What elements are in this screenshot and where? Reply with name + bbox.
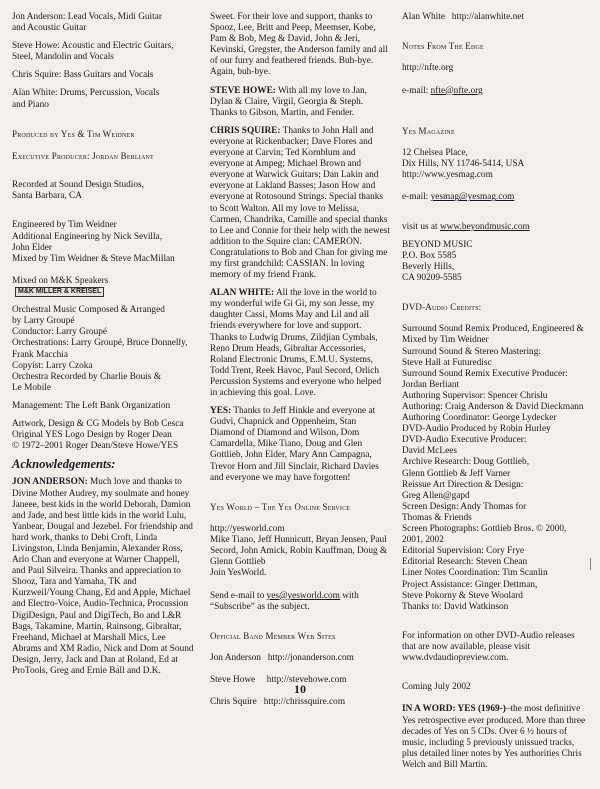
mk-logo: M&K MILLER & KREISEL [15, 287, 104, 297]
send-email-post: with “Subscribe” as the subject. [210, 590, 359, 612]
ack-yes-text: Thanks to Jeff Hinkle and everyone at Gudvi, Chapnick and Oppenheim, Stan Diamond of Diamond and Wilson, Dom Camardella, Mike Tiano, Doug and Glen Gottlieb, John Elder, Mary Ann Campagna, Trevor Horn and Jill Sinclair, Richard Davies and everyone we may have forgotten! [210, 406, 379, 483]
visit-us [402, 222, 588, 233]
inaword-text: –the most definitive Yes retrospective ever produced. More than three decades of Yes on 5 CDs. Over 6 ½ hours of music, including 5 previously unissued tracks, plus detailed liner notes by Yes authorities Chris Welch and Bill Martin. [402, 704, 586, 770]
dvd-credits-block [402, 291, 588, 624]
nfte-email-link[interactable]: nfte@nfte.org [430, 85, 483, 96]
ack-chris-text: Thanks to John Hall and everyone at Rickenbacker; Dave Flores and everyone at Carvin; Ted Kornblum and everyone at Ampeg; Michael Brown and everyone at Warwick Guitars; Dan Lakin and everyone at Lakland Basses; Jason How and everyone at Rotosound Strings. Special thanks to Scott Walton. All my love to Melissa, Carmen, Chandrika, Camille and special thanks to Lee and Connie for their help with the newest addition to the Squire clan: CAMERON. Congratulations to Bob and Chan for giving me my first grandchild: CASSIAN. In loving memory of my friend Frank. [210, 125, 390, 281]
dvd-info: For information on other DVD-Audio releases that are now available, please visit www.dvdaudiopreview.com. [402, 630, 575, 664]
beyond-music-address: BEYOND MUSIC P.O. Box 5585 Beverly Hills, CA 90209-5585 [402, 239, 473, 283]
visit-pre: visit us at [402, 221, 440, 232]
ack-steve [210, 86, 390, 119]
coming-date: Coming July 2002 [402, 682, 471, 693]
column-right [402, 12, 588, 789]
mixed-on-speakers: Mixed on M&K Speakers [12, 275, 109, 286]
ack-yes-lead: YES: [210, 406, 232, 417]
ack-jon [12, 477, 194, 677]
yesworld-body: http://yesworld.com Mike Tiano, Jeff Hunnicutt, Bryan Jensen, Paul Secord, John Amick, Robin Kauffman, Doug & Glenn Gottlieb Join YesWorld. [210, 524, 388, 579]
inaword-lead: IN A WORD: YES (1969-) [402, 704, 506, 715]
produced-by: Produced by Yes & Tim Weidner [12, 128, 135, 139]
credit-chris: Chris Squire: Bass Guitars and Vocals [12, 70, 154, 81]
nfte-url-link[interactable]: http://nfte.org [402, 63, 454, 74]
producer-block [12, 118, 194, 173]
ack-yes [210, 406, 390, 484]
yesworld-block [210, 491, 390, 613]
yesmag-address: 12 Chelsea Place, Dix Hills, NY 11746-5414, USA http://www.yesmag.com [402, 148, 525, 181]
engineering-block [12, 209, 194, 298]
acknowledgements-heading: Acknowledgements: [12, 457, 116, 472]
yesworld-email-link[interactable]: yes@yesworld.com [266, 590, 340, 601]
margin-mark [590, 558, 594, 570]
credit-alan: Alan White: Drums, Percussion, Vocals and Piano [12, 88, 160, 110]
dvd-credits-body: Surround Sound Remix Produced, Engineered & Mixed by Tim Weidner Surround Sound & Stereo Mastering: Steve Hall at Futuredisc Surround Sound Remix Executive Producer: Jordan Berliant Authoring Supervisor: Spencer Chrislu Authoring: Craig Anderson & David Dieckmann Authoring Coordinator: George Lydecker DVD-Audio Produced by Robin Hurley DVD-Audio Executive Producer: David McLees Archive Research: Doug Gottlieb, Glenn Gottlieb & Jeff Varner Reissue Art Direction & Design: Greg Allen@gapd Screen Design: Andy Thomas for Thomas & Friends Screen Photographs: Gottlieb Bros. © 2000, 2001, 2002 Editorial Supervision: Cory Frye Editorial Research: Steven Chean Liner Notes Coordination: Tim Scanlin Project Assistance: Ginger Dettman, Steve Pokorny & Steve Woolard Thanks to: David Watkinson [402, 324, 584, 612]
beyondmusic-link[interactable]: www.beyondmusic.com [439, 221, 530, 232]
ack-alan-lead: ALAN WHITE: [210, 288, 275, 299]
ack-jon-lead: JON ANDERSON: [12, 477, 88, 488]
official-sites-block [210, 620, 390, 720]
recorded-at: Recorded at Sound Design Studios, Santa Barbara, CA [12, 180, 144, 202]
engineering-text: Engineered by Tim Weidner Additional Engineering by Nick Sevilla, John Elder Mixed by Tim Weidner & Steve MacMillan [12, 220, 175, 264]
site-steve-link[interactable]: Steve Howe http://stevehowe.com [210, 675, 347, 686]
ack-alan [210, 288, 390, 399]
ack-jon-text: Much love and thanks to Divine Mother Audrey, my soulmate and honey Janeee, best kids in the world Deborah, Damion and Jade, and best little kids in the world Lulu, Yanbear, Dougal and Jezebel. For friendship and hard work, thanks to Debi Croft, Linda Livingston, Linda Benjamin, Alexander Ross, Arlo Chan and everyone at Warner Chappell, and Paul Silveira. Thanks and appreciation to Shooz, Tara and Yamaha, TK and Kurzweil/Young Chang, Ed and Apple, Michael and Electro-Voice, Audio-Technica, Procussion DigiDesign, Paul and DigiTech, Bo and L&R Bags, Takamine, Martin, Rainsong, Gibraltar, Freehand, Michael at Marshall Mics, Lee Abrams and XM Radio, Nick and Dom at Sound Design, Jerry, Jack and Dan at Roland, Ed at ProTools, Greg and Ernie Ball and D.K. [12, 477, 194, 677]
credit-jon: Jon Anderson: Lead Vocals, Midi Guitar and Acoustic Guitar [12, 12, 162, 34]
dvd-credits-heading: DVD-Audio Credits: [402, 302, 482, 313]
ack-chris-lead: CHRIS SQUIRE: [210, 125, 281, 136]
credit-steve: Steve Howe: Acoustic and Electric Guitars, Steel, Mandolin and Vocals [12, 41, 174, 63]
send-email-pre: Send e-mail to [210, 590, 267, 601]
site-jon-link[interactable]: Jon Anderson http://jonanderson.com [210, 653, 354, 664]
site-chris-link[interactable]: Chris Squire http://chrissquire.com [210, 697, 346, 708]
ack-steve-lead: STEVE HOWE: [210, 85, 276, 96]
orchestral-credits: Orchestral Music Composed & Arranged by Larry Groupé Conductor: Larry Groupé Orchestrations: Larry Groupé, Bruce Donnelly, Frank Macchia Copyist: Larry Czoka Orchestra Recorded by Charlie Bouis & Le Mobile [12, 305, 188, 393]
ack-alan-text: All the love in the world to my wonderful wife Gi Gi, my son Jesse, my daughter Cassi, Moms May and Lil and all friends everywhere for love and support. Thanks to Ludwig Drums, Zildjian Cymbals, Reno Drum Heads, Gibraltar Accessories, Roland Electronic Drums, E.M.U. Systems, Todd Trent, Reek Havoc, Paul Secord, Orlich Percussion Systems and everyone who helped in achieving this goal. Love. [210, 288, 382, 398]
ack-jon-continued: Sweet. For their love and support, thanks to Spooz, Lee, Britt and Peep, Meemser, Kobe, Pam & Bob, Meg & David, John & Jeri, Kevinski, Gregster, the Anderson family and all of our furry and feathered friends. Buh-bye. Again, buh-bye. [210, 12, 388, 78]
yesworld-heading: Yes World – The Yes Online Service [210, 501, 351, 512]
nfte-heading: Notes From The Edge [402, 41, 484, 52]
column-middle [210, 12, 390, 727]
management: Management: The Left Bank Organization [12, 400, 171, 411]
ack-steve-text: With all my love to Jan, Dylan & Claire, Virgil, Georgia & Steph. Thanks to Gibson, Martin, and Fender. [210, 85, 367, 118]
page-number: 10 [294, 682, 306, 696]
official-sites-heading: Official Band Member Web Sites [210, 630, 336, 641]
yesmag-email-pre: e-mail: [402, 192, 431, 203]
ack-chris [210, 126, 390, 281]
executive-producer: Executive Producer: Jordan Berliant [12, 150, 154, 161]
yesmag-email-link[interactable]: yesmag@yesmag.com [430, 192, 515, 203]
site-alan-link[interactable]: Alan White http://alanwhite.net [402, 12, 524, 22]
column-left [12, 12, 194, 684]
yesmag-heading: Yes Magazine [402, 125, 455, 136]
yesmag-block [402, 115, 588, 215]
nfte-block [402, 30, 588, 108]
nfte-email-pre: e-mail: [402, 85, 431, 96]
artwork-credits: Artwork, Design & CG Models by Bob Cesca Original YES Logo Design by Roger Dean © 1972–2001 Roger Dean/Steve Howe/YES [12, 419, 184, 452]
